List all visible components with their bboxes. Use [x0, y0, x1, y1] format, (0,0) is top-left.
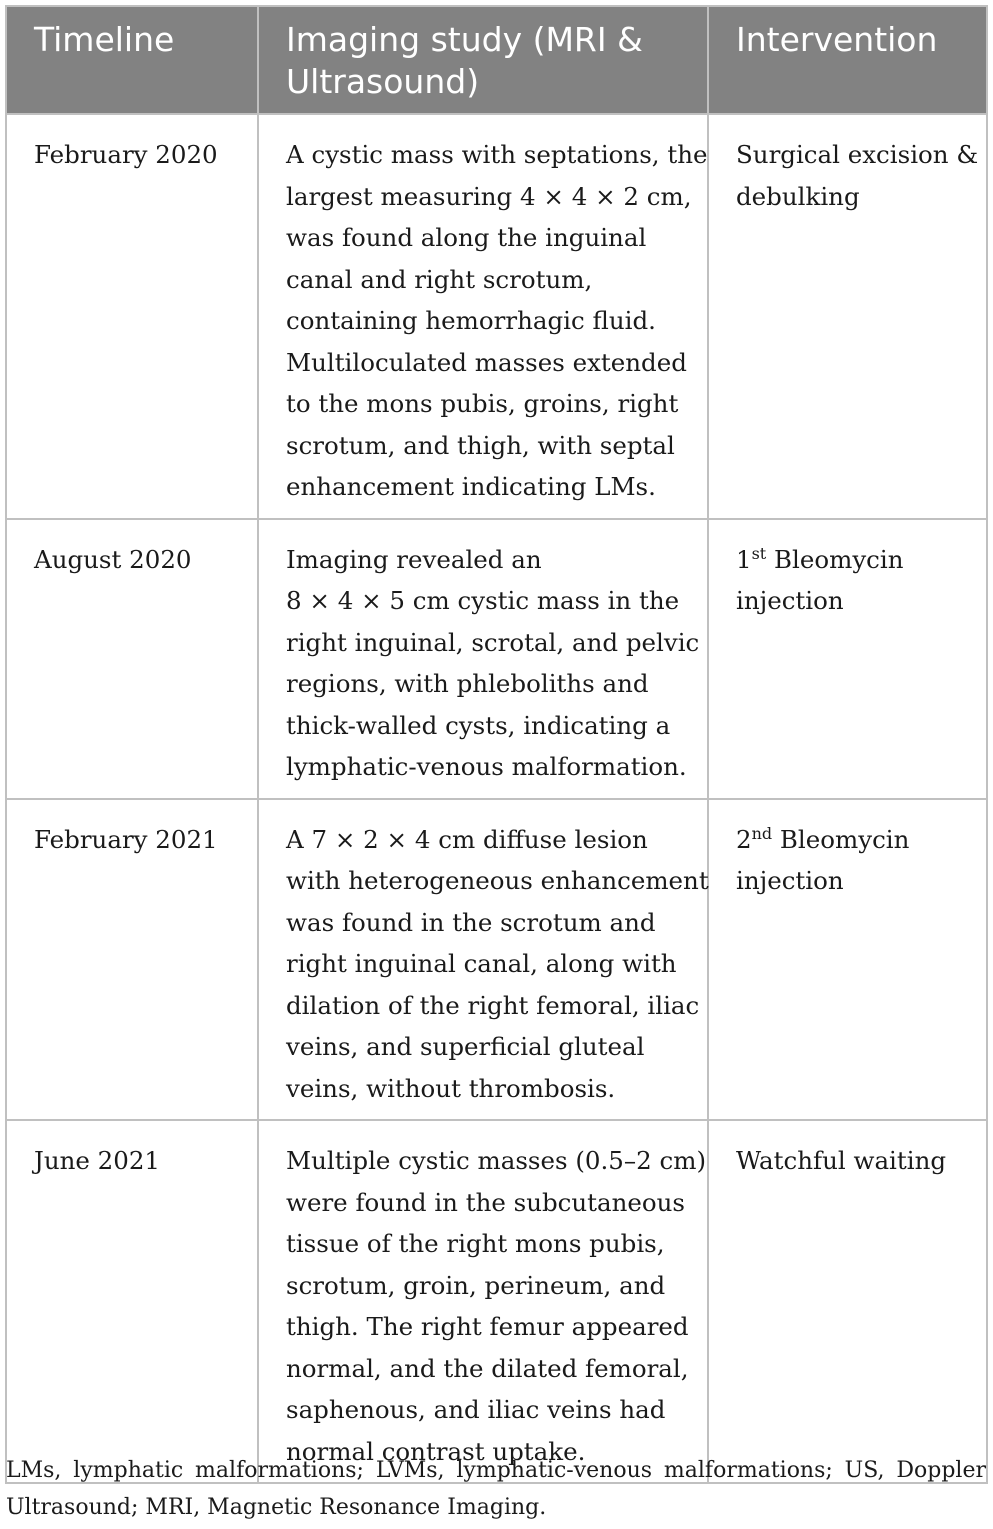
imaging-cell: [258, 1120, 708, 1483]
timeline-cell: August 2020: [6, 519, 258, 799]
imaging-cell: [258, 114, 708, 519]
footnote-line: Ultrasound; MRI, Magnetic Resonance Imaging.: [6, 1495, 547, 1520]
intervention-line: injection: [736, 586, 844, 615]
table-row: [6, 1120, 987, 1483]
intervention-line: [736, 539, 976, 581]
imaging-cell: [258, 799, 708, 1121]
imaging-line: veins, without thrombosis.: [286, 1073, 616, 1103]
imaging-line: right inguinal, scrotal, and pelvic: [286, 627, 700, 657]
header-intervention: Intervention: [708, 6, 987, 114]
data-table: [5, 5, 988, 1484]
imaging-line: normal contrast uptake.: [286, 1436, 586, 1466]
intervention-cell: [708, 1120, 987, 1483]
table-row: [6, 799, 987, 1121]
imaging-line: were found in the subcutaneous: [286, 1187, 685, 1217]
imaging-line: with heterogeneous enhancement: [286, 866, 709, 895]
table-row: [6, 519, 987, 799]
intervention-cell: [708, 519, 987, 799]
imaging-line: containing hemorrhagic fluid.: [286, 306, 656, 335]
timeline-cell: February 2020: [6, 114, 258, 519]
imaging-line: regions, with phleboliths and: [286, 669, 649, 698]
timeline-cell: February 2021: [6, 799, 258, 1121]
imaging-line: thick-walled cysts, indicating a: [286, 710, 671, 740]
table-body: [6, 114, 987, 1483]
intervention-line: Surgical excision &: [736, 140, 979, 169]
imaging-line: Multiple cystic masses (0.5–2 cm): [286, 1146, 707, 1175]
intervention-line: Watchful waiting: [736, 1146, 947, 1175]
imaging-line: largest measuring 4 × 4 × 2 cm,: [286, 181, 692, 211]
imaging-line: A 7 × 2 × 4 cm diffuse lesion: [286, 824, 648, 854]
imaging-line: veins, and superficial gluteal: [286, 1032, 645, 1061]
imaging-line: to the mons pubis, groins, right: [286, 389, 679, 418]
intervention-text: Bleomycin: [772, 824, 910, 854]
imaging-line: canal and right scrotum,: [286, 264, 593, 294]
ordinal-suffix: st: [751, 543, 767, 563]
ordinal-suffix: nd: [751, 823, 773, 843]
header-imaging-study: Imaging study (MRI & Ultrasound): [258, 6, 708, 114]
footnote-line: LMs, lymphatic malformations; LVMs, lymphatic-venous malformations; US, Doppler: [6, 1458, 986, 1483]
intervention-text: Bleomycin: [766, 544, 904, 574]
imaging-line: thigh. The right femur appeared: [286, 1312, 689, 1341]
table-footnote: [6, 1452, 986, 1526]
imaging-line: scrotum, and thigh, with septal: [286, 430, 675, 460]
intervention-cell: [708, 799, 987, 1121]
intervention-line: debulking: [736, 181, 860, 211]
intervention-ordinal: 1: [736, 544, 752, 574]
imaging-line: A cystic mass with septations, the: [286, 140, 708, 169]
imaging-line: enhancement indicating LMs.: [286, 472, 656, 501]
imaging-line: tissue of the right mons pubis,: [286, 1229, 665, 1258]
header-timeline: Timeline: [6, 6, 258, 114]
table-header: [6, 6, 987, 114]
intervention-ordinal: 2: [736, 824, 752, 854]
intervention-cell: [708, 114, 987, 519]
imaging-line: saphenous, and iliac veins had: [286, 1395, 666, 1424]
imaging-cell: [258, 519, 708, 799]
imaging-line: dilation of the right femoral, iliac: [286, 990, 700, 1020]
imaging-line: normal, and the dilated femoral,: [286, 1353, 689, 1383]
imaging-line: right inguinal canal, along with: [286, 949, 677, 978]
imaging-line: Imaging revealed an: [286, 544, 542, 574]
imaging-line: scrotum, groin, perineum, and: [286, 1270, 666, 1300]
intervention-line: [736, 819, 976, 861]
imaging-line: was found in the scrotum and: [286, 907, 656, 937]
imaging-line: 8 × 4 × 5 cm cystic mass in the: [286, 586, 680, 615]
timeline-cell: June 2021: [6, 1120, 258, 1483]
imaging-line: was found along the inguinal: [286, 223, 647, 252]
imaging-line: lymphatic-venous malformation.: [286, 752, 687, 781]
intervention-line: injection: [736, 866, 844, 895]
table-row: [6, 114, 987, 519]
imaging-line: Multiloculated masses extended: [286, 347, 687, 377]
header-row: [6, 6, 987, 114]
